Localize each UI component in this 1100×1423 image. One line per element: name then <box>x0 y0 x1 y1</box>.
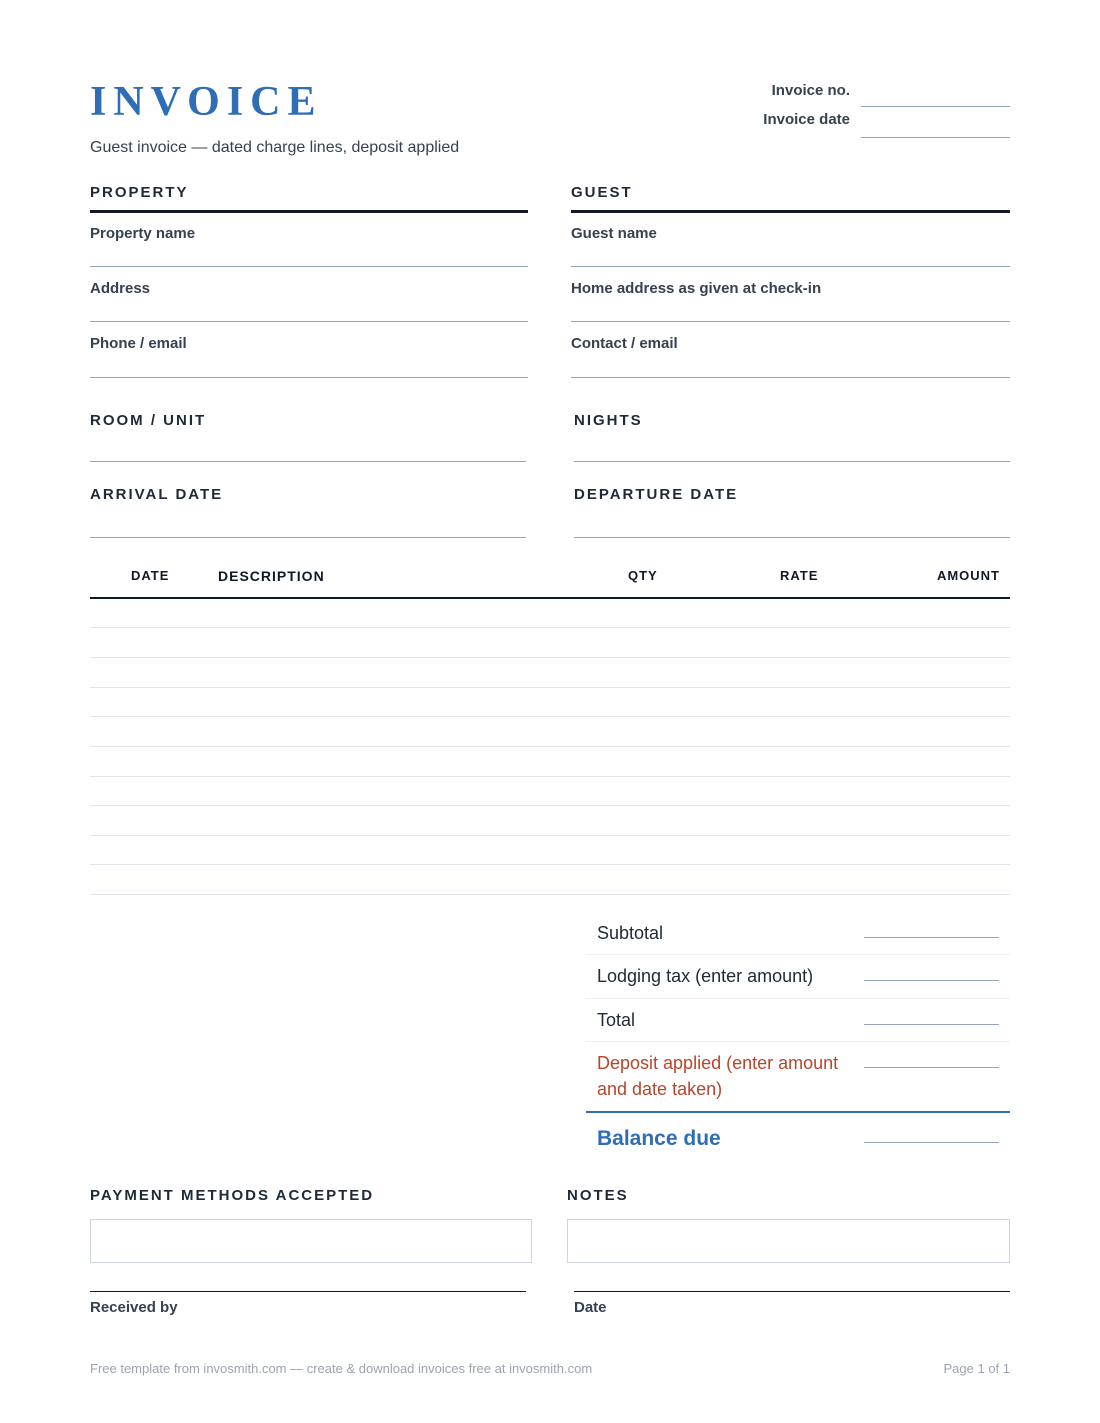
property-address-label: Address <box>90 280 151 297</box>
footer-credit: Free template from invosmith.com — create & download invoices free at invosmith.com <box>90 1361 593 1376</box>
departure-date-field[interactable] <box>574 537 1010 538</box>
totals-divider <box>586 998 1010 999</box>
table-row[interactable] <box>90 864 1010 865</box>
balance-due-field[interactable] <box>864 1142 999 1143</box>
invoice-no-field[interactable] <box>861 106 1010 107</box>
subtotal-field[interactable] <box>864 937 999 938</box>
signature-date-label: Date <box>574 1299 607 1316</box>
invoice-no-label: Invoice no. <box>771 82 850 99</box>
table-row[interactable] <box>90 835 1010 836</box>
balance-due-rule <box>586 1111 1010 1113</box>
departure-date-label: DEPARTURE DATE <box>574 486 739 503</box>
lodging-tax-field[interactable] <box>864 980 999 981</box>
guest-contact-field[interactable] <box>571 377 1010 378</box>
column-header-rate: RATE <box>780 568 819 583</box>
payment-methods-heading: PAYMENT METHODS ACCEPTED <box>90 1187 375 1204</box>
invoice-date-label: Invoice date <box>763 111 850 128</box>
table-row[interactable] <box>90 746 1010 747</box>
table-row[interactable] <box>90 805 1010 806</box>
invoice-subtitle: Guest invoice — dated charge lines, deposit applied <box>90 139 460 156</box>
table-header-rule <box>90 597 1010 599</box>
totals-divider <box>586 1041 1010 1042</box>
notes-heading: NOTES <box>567 1187 629 1204</box>
deposit-applied-label: Deposit applied (enter amount and date taken) <box>597 1053 839 1099</box>
page-number: Page 1 of 1 <box>943 1361 1010 1376</box>
balance-due-label: Balance due <box>597 1127 721 1150</box>
property-phone-label: Phone / email <box>90 335 187 352</box>
received-by-label: Received by <box>90 1299 178 1316</box>
table-row[interactable] <box>90 894 1010 895</box>
guest-name-field[interactable] <box>571 266 1010 267</box>
total-field[interactable] <box>864 1024 999 1025</box>
guest-heading: GUEST <box>571 184 633 201</box>
notes-box[interactable] <box>567 1219 1010 1263</box>
table-row[interactable] <box>90 716 1010 717</box>
column-header-date: DATE <box>131 568 170 583</box>
room-unit-label: ROOM / UNIT <box>90 412 207 429</box>
payment-methods-box[interactable] <box>90 1219 532 1263</box>
subtotal-label: Subtotal <box>597 923 664 943</box>
signature-date-line[interactable] <box>574 1291 1010 1292</box>
room-unit-field[interactable] <box>90 461 526 462</box>
table-row[interactable] <box>90 657 1010 658</box>
property-name-field[interactable] <box>90 266 528 267</box>
column-header-description: DESCRIPTION <box>218 568 325 584</box>
table-row[interactable] <box>90 627 1010 628</box>
guest-heading-rule <box>571 210 1010 213</box>
received-by-line[interactable] <box>90 1291 526 1292</box>
guest-address-label: Home address as given at check-in <box>571 280 822 297</box>
guest-contact-label: Contact / email <box>571 335 678 352</box>
deposit-applied-field[interactable] <box>864 1067 999 1068</box>
table-row[interactable] <box>90 776 1010 777</box>
property-name-label: Property name <box>90 225 196 242</box>
property-phone-field[interactable] <box>90 377 528 378</box>
total-label: Total <box>597 1010 636 1030</box>
property-heading-rule <box>90 210 528 213</box>
property-heading: PROPERTY <box>90 184 189 201</box>
arrival-date-field[interactable] <box>90 537 526 538</box>
column-header-amount: AMOUNT <box>936 568 1000 583</box>
arrival-date-label: ARRIVAL DATE <box>90 486 224 503</box>
column-header-qty: QTY <box>628 568 658 583</box>
lodging-tax-label: Lodging tax (enter amount) <box>597 966 814 986</box>
guest-address-field[interactable] <box>571 321 1010 322</box>
invoice-date-field[interactable] <box>861 137 1010 138</box>
table-row[interactable] <box>90 687 1010 688</box>
nights-field[interactable] <box>574 461 1010 462</box>
totals-divider <box>586 954 1010 955</box>
guest-name-label: Guest name <box>571 225 657 242</box>
nights-label: NIGHTS <box>574 412 643 429</box>
property-address-field[interactable] <box>90 321 528 322</box>
invoice-title: INVOICE <box>90 79 323 125</box>
